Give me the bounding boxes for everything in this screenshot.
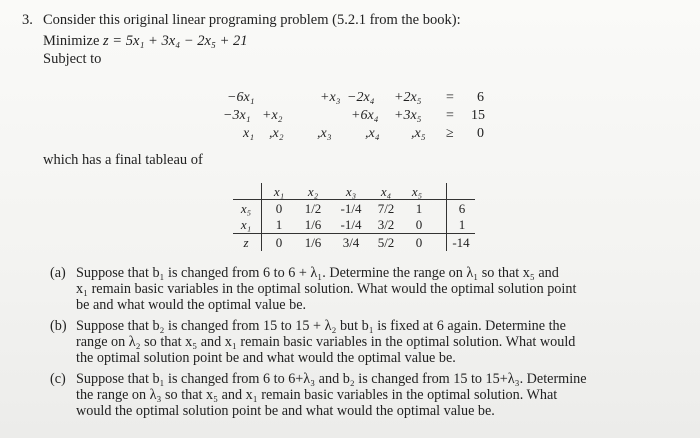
row1-rhs: 6 (458, 201, 466, 216)
problem-number: 3. (22, 12, 33, 28)
z-c2: 1/6 (304, 235, 322, 250)
row1-c1: 0 (275, 201, 283, 216)
z-c3: 3/4 (342, 235, 360, 250)
row1-c4: 7/2 (377, 201, 395, 216)
row2-c1: 1 (275, 217, 283, 232)
question-a-line1: Suppose that b₁ is changed from 6 to 6 + λ₁. Determine the range on λ₁ so that x₅ and (76, 265, 559, 281)
tableau-z-rule (233, 233, 475, 234)
tableau-basis-divider (261, 183, 262, 251)
header-x3: x₃ (345, 184, 357, 199)
c1-t1: −6x₁ (227, 90, 255, 105)
row2-basis: x₁ (240, 217, 252, 232)
row1-c5: 1 (415, 201, 423, 216)
question-c-line2: the range on λ₃ so that x₅ and x₁ remain basic variables in the optimal solution. What (76, 387, 558, 403)
c2-t1: −3x₁ (223, 108, 251, 123)
z-rhs: -14 (452, 235, 470, 250)
row2-c3: -1/4 (340, 217, 362, 232)
question-a-label: (a) (50, 265, 66, 281)
question-c-line1: Suppose that b₁ is changed from 6 to 6+λ₃ and b₂ is changed from 15 to 15+λ₃. Determine (76, 371, 587, 387)
header-x2: x₂ (307, 184, 319, 199)
question-c-label: (c) (50, 371, 66, 387)
row2-c2: 1/6 (304, 217, 322, 232)
header-x1: x₁ (273, 184, 285, 199)
final-tableau (233, 183, 475, 251)
c3-t3: ,x₃ (317, 126, 332, 141)
z-c5: 0 (415, 235, 423, 250)
objective-line (43, 33, 247, 49)
z-c4: 5/2 (377, 235, 395, 250)
c2-rhs: 15 (471, 108, 485, 123)
z-c1: 0 (275, 235, 283, 250)
c2-t3: +6x₄ (351, 108, 379, 123)
c1-eq: = (446, 90, 454, 105)
row1-c2: 1/2 (304, 201, 322, 216)
c1-t2: +x₃ (320, 90, 341, 105)
objective-function: z = 5x₁ + 3x₄ − 2x₅ + 21 (103, 33, 248, 49)
z-basis: z (243, 235, 249, 250)
c3-geq: ≥ (446, 126, 454, 141)
minimize-label: Minimize (43, 33, 100, 49)
tableau-intro: which has a final tableau of (43, 152, 203, 168)
question-a-line2: x₁ remain basic variables in the optimal solution. What would the optimal solution point (76, 281, 577, 297)
question-b-line1: Suppose that b₂ is changed from 15 to 15 + λ₂ but b₁ is fixed at 6 again. Determine the (76, 318, 566, 334)
problem-intro: Consider this original linear programing problem (5.2.1 from the book): (43, 12, 461, 28)
header-x5: x₅ (411, 184, 423, 199)
question-b-label: (b) (50, 318, 67, 334)
row2-c4: 3/2 (377, 217, 395, 232)
question-b-line2: range on λ₂ so that x₅ and x₁ remain basic variables in the optimal solution. What would (76, 334, 576, 350)
header-x4: x₄ (380, 184, 392, 199)
c2-t2: +x₂ (262, 108, 283, 123)
c3-t5: ,x₅ (411, 126, 426, 141)
row1-c3: -1/4 (340, 201, 362, 216)
c2-t4: +3x₅ (394, 108, 422, 123)
row1-basis: x₅ (240, 201, 252, 216)
row2-rhs: 1 (458, 217, 466, 232)
c3-t2: ,x₂ (269, 126, 284, 141)
c1-t3: −2x₄ (347, 90, 375, 105)
c3-t1: x₁ (243, 126, 255, 141)
c1-rhs: 6 (477, 90, 484, 105)
c1-t4: +2x₅ (394, 90, 422, 105)
question-b-line3: the optimal solution point be and what would the optimal value be. (76, 350, 456, 366)
c3-rhs: 0 (477, 126, 484, 141)
subject-to-label: Subject to (43, 51, 102, 67)
c3-t4: ,x₄ (365, 126, 380, 141)
question-a-line3: be and what would the optimal value be. (76, 297, 307, 313)
c2-eq: = (446, 108, 454, 123)
question-c-line3: would the optimal solution point be and what would the optimal value be. (76, 403, 495, 419)
row2-c5: 0 (415, 217, 423, 232)
